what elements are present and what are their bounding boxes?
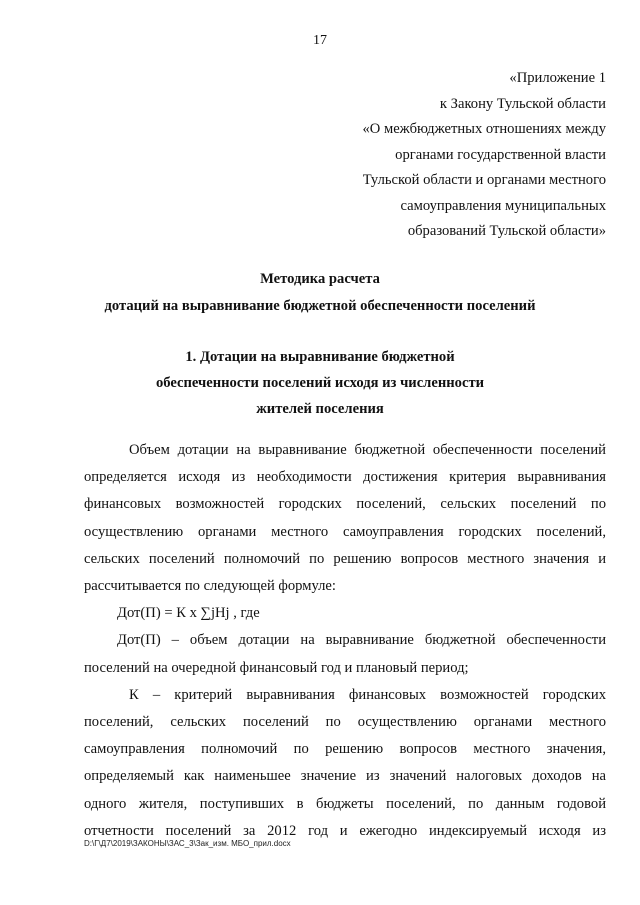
section-line: обеспеченности поселений исходя из численности xyxy=(155,375,485,391)
annex-line: образований Тульской области» xyxy=(407,223,606,239)
annex-line: органами государственной власти xyxy=(395,146,606,163)
paragraph-line: сельских поселений полномочий по решению вопросов местного значения и xyxy=(84,550,606,567)
annex-line: Тульской области и органами местного xyxy=(362,172,606,188)
paragraph-line: Объем дотации на выравнивание бюджетной обеспеченности поселений xyxy=(129,442,606,458)
title-line: дотаций на выравнивание бюджетной обеспеченности поселений xyxy=(104,298,536,314)
annex-header xyxy=(362,66,606,245)
paragraph-line: рассчитывается по следующей формуле: xyxy=(84,578,336,595)
paragraph-line: поселений, сельских поселений по осуществлению органами местного xyxy=(84,714,606,731)
annex-line: «Приложение 1 xyxy=(509,70,606,86)
formula: Дот(П) = К х ∑jHj , где xyxy=(117,605,260,622)
paragraph-line: самоуправления полномочий по решению вопросов местного значения, xyxy=(84,741,606,758)
paragraph-line: К – критерий выравнивания финансовых возможностей городских xyxy=(129,686,606,703)
section-line: 1. Дотации на выравнивание бюджетной xyxy=(185,349,455,365)
page-number: 17 xyxy=(313,33,327,48)
paragraph-line: отчетности поселений за 2012 год и ежегодно индексируемый исходя из xyxy=(84,822,606,839)
paragraph-line: определяется исходя из необходимости достижения критерия выравнивания xyxy=(84,469,606,486)
section-heading xyxy=(0,344,640,422)
section-line: жителей поселения xyxy=(256,401,384,417)
annex-line: «О межбюджетных отношениях между xyxy=(362,121,606,137)
annex-line: самоуправления муниципальных xyxy=(400,197,606,214)
paragraph-line: поселений на очередной финансовый год и плановый период; xyxy=(84,659,469,676)
title-line: Методика расчета xyxy=(260,271,380,287)
paragraph-line: осуществлению органами местного самоуправления городских поселений, xyxy=(84,523,606,540)
paragraph-line: Дот(П) – объем дотации на выравнивание бюджетной обеспеченности xyxy=(117,632,606,649)
paragraph-line: одного жителя, поступивших в бюджеты поселений, по данным годовой xyxy=(84,795,606,812)
file-path-footer: D:\Г\Д7\2019\ЗАКОНЫ\ЗАС_3\Зак_изм. МБО_прил.docx xyxy=(84,839,291,848)
body-text xyxy=(84,437,606,845)
annex-line: к Закону Тульской области xyxy=(439,95,606,112)
paragraph-line: определяемый как наименьшее значение из значений налоговых доходов на xyxy=(84,768,606,785)
document-title xyxy=(0,267,640,319)
paragraph-line: финансовых возможностей городских поселений, сельских поселений по xyxy=(84,496,606,513)
